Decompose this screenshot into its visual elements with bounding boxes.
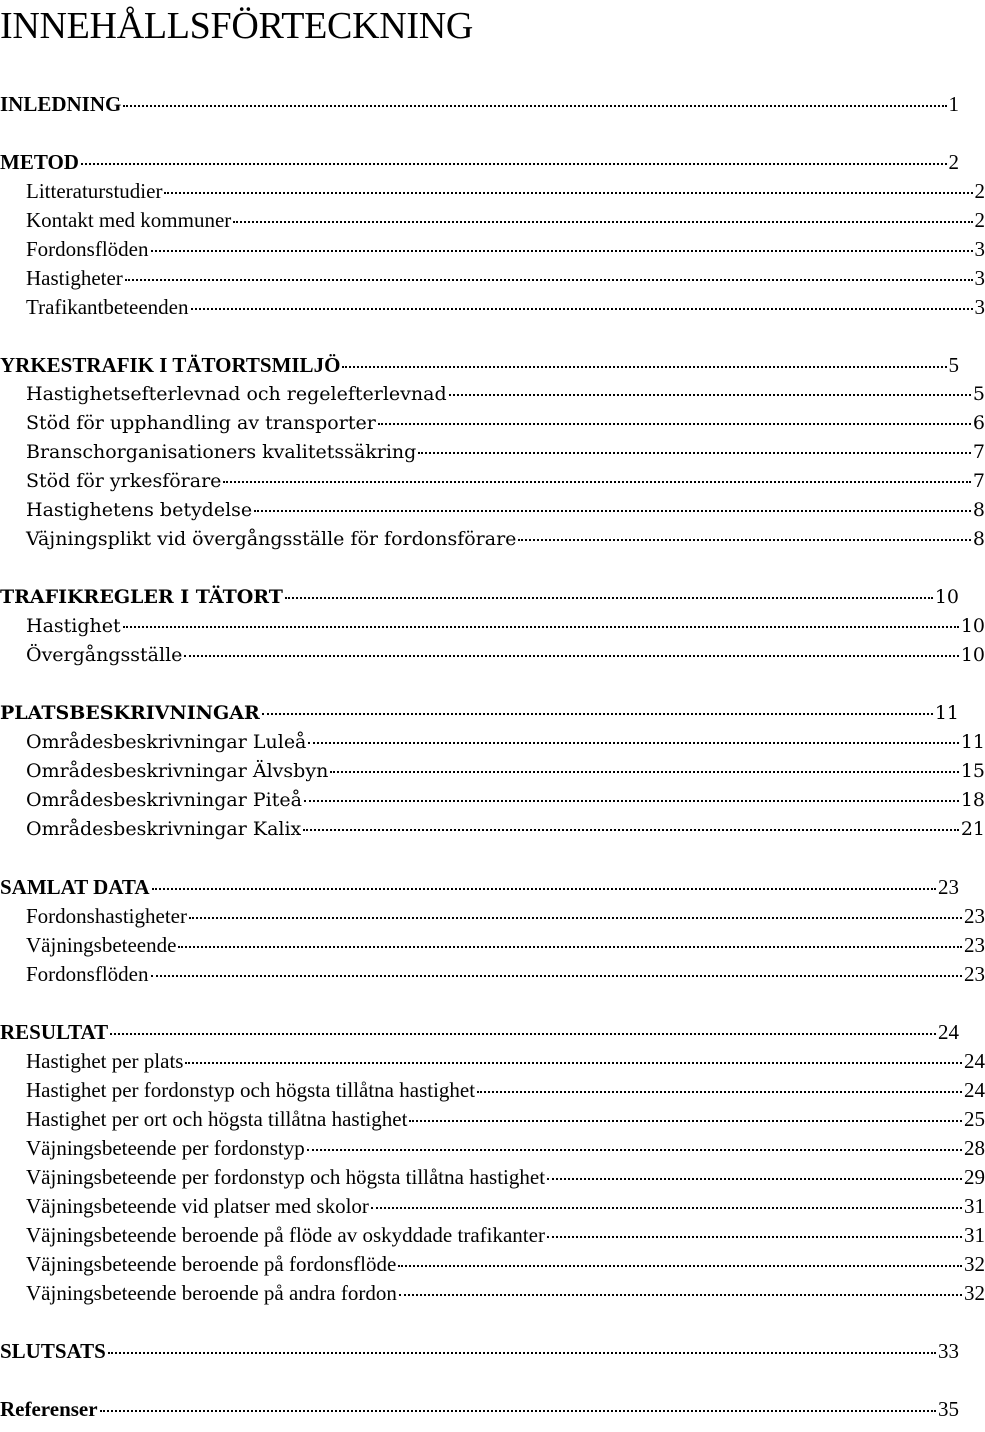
toc-dot-leader — [185, 1062, 962, 1064]
toc-dot-leader — [378, 423, 971, 425]
toc-entry[interactable] — [0, 236, 985, 262]
toc-entry[interactable] — [0, 874, 959, 900]
toc-entry-page-number: 1 — [948, 92, 959, 116]
toc-entry[interactable] — [0, 294, 985, 320]
toc-entry-label: Branschorganisationers kvalitetssäkring — [26, 441, 417, 463]
toc-dot-leader — [184, 655, 958, 657]
toc-entry[interactable] — [0, 642, 985, 668]
toc-dot-leader — [409, 1120, 962, 1122]
toc-entry[interactable] — [0, 1396, 959, 1422]
toc-dot-leader — [108, 1352, 936, 1354]
toc-entry-page-number: 21 — [960, 818, 985, 840]
toc-entry-label: SAMLAT DATA — [0, 875, 150, 899]
toc-dot-leader — [151, 250, 973, 252]
toc-entry-page-number: 24 — [964, 1078, 985, 1102]
toc-dot-leader — [151, 975, 963, 977]
toc-entry[interactable] — [0, 526, 985, 552]
toc-dot-leader — [262, 713, 933, 715]
toc-dot-leader — [308, 742, 958, 744]
toc-dot-leader — [233, 221, 972, 223]
toc-entry[interactable] — [0, 932, 985, 958]
toc-entry[interactable] — [0, 468, 985, 494]
toc-entry-page-number: 23 — [964, 962, 985, 986]
toc-entry-label: Fordonshastigheter — [26, 904, 187, 928]
toc-entry-page-number: 32 — [964, 1252, 985, 1276]
toc-dot-leader — [254, 510, 971, 512]
toc-entry[interactable] — [0, 729, 985, 755]
toc-entry-page-number: 7 — [972, 470, 985, 492]
toc-entry-page-number: 2 — [948, 150, 959, 174]
toc-entry[interactable] — [0, 91, 959, 117]
toc-entry-label: Väjningsbeteende beroende på fordonsflöde — [26, 1252, 397, 1276]
page-title: INNEHÅLLSFÖRTECKNING — [0, 5, 474, 47]
toc-dot-leader — [547, 1178, 962, 1180]
toc-entry-page-number: 3 — [974, 295, 985, 319]
toc-entry-label: Hastighet — [26, 615, 121, 637]
toc-entry-label: Hastighetsefterlevnad och regelefterlevnad — [26, 383, 447, 405]
toc-entry-page-number: 35 — [938, 1397, 959, 1421]
toc-entry-label: RESULTAT — [0, 1020, 109, 1044]
toc-entry-label: Områdesbeskrivningar Kalix — [26, 818, 302, 840]
toc-entry-page-number: 23 — [964, 904, 985, 928]
toc-dot-leader — [164, 192, 972, 194]
toc-entry-page-number: 8 — [972, 528, 985, 550]
toc-entry-page-number: 5 — [948, 353, 959, 377]
toc-entry[interactable] — [0, 381, 985, 407]
toc-entry[interactable] — [0, 584, 959, 610]
toc-entry-page-number: 31 — [964, 1194, 985, 1218]
toc-entry-label: Fordonsflöden — [26, 237, 149, 261]
toc-entry-label: Hastighetens betydelse — [26, 499, 253, 521]
toc-entry-label: Kontakt med kommuner — [26, 208, 232, 232]
toc-dot-leader — [125, 279, 973, 281]
toc-entry-page-number: 10 — [934, 586, 959, 608]
toc-entry[interactable] — [0, 265, 985, 291]
toc-entry-label: Väjningsplikt vid övergångsställe för fordonsförare — [26, 528, 517, 550]
toc-entry-label: Hastighet per fordonstyp och högsta tillåtna hastighet — [26, 1078, 476, 1102]
toc-entry-page-number: 32 — [964, 1281, 985, 1305]
toc-entry[interactable] — [0, 1193, 985, 1219]
toc-entry-label: Områdesbeskrivningar Piteå — [26, 789, 302, 811]
toc-entry-label: Hastigheter — [26, 266, 123, 290]
toc-entry[interactable] — [0, 410, 985, 436]
toc-entry[interactable] — [0, 149, 959, 175]
toc-entry-label: INLEDNING — [0, 92, 122, 116]
toc-entry-label: Väjningsbeteende — [26, 933, 177, 957]
toc-dot-leader — [307, 1149, 962, 1151]
toc-entry[interactable] — [0, 1222, 985, 1248]
toc-entry[interactable] — [0, 497, 985, 523]
toc-entry[interactable] — [0, 1338, 959, 1364]
toc-entry[interactable] — [0, 1077, 985, 1103]
toc-dot-leader — [547, 1236, 962, 1238]
toc-entry-label: Väjningsbeteende vid platser med skolor — [26, 1194, 369, 1218]
toc-dot-leader — [449, 394, 971, 396]
toc-entry[interactable] — [0, 439, 985, 465]
toc-entry[interactable] — [0, 758, 985, 784]
toc-entry-label: Väjningsbeteende beroende på andra fordon — [26, 1281, 397, 1305]
toc-entry-page-number: 5 — [972, 383, 985, 405]
toc-dot-leader — [399, 1294, 962, 1296]
toc-dot-leader — [330, 771, 959, 773]
toc-entry[interactable] — [0, 178, 985, 204]
toc-entry-page-number: 28 — [964, 1136, 985, 1160]
toc-dot-leader — [371, 1207, 962, 1209]
toc-entry-page-number: 11 — [960, 731, 985, 753]
toc-entry[interactable] — [0, 787, 985, 813]
toc-entry[interactable] — [0, 700, 959, 726]
toc-entry[interactable] — [0, 352, 959, 378]
toc-dot-leader — [110, 1033, 936, 1035]
toc-entry-label: Stöd för yrkesförare — [26, 470, 222, 492]
toc-entry-page-number: 15 — [960, 760, 985, 782]
toc-entry-page-number: 6 — [972, 412, 985, 434]
toc-entry-page-number: 2 — [974, 208, 985, 232]
toc-entry-page-number: 33 — [938, 1339, 959, 1363]
toc-entry[interactable] — [0, 1251, 985, 1277]
toc-entry[interactable] — [0, 1106, 985, 1132]
toc-entry[interactable] — [0, 1164, 985, 1190]
toc-entry[interactable] — [0, 613, 985, 639]
toc-dot-leader — [123, 105, 946, 107]
toc-entry-page-number: 18 — [960, 789, 985, 811]
toc-entry-page-number: 3 — [974, 237, 985, 261]
toc-entry-page-number: 3 — [974, 266, 985, 290]
toc-entry-page-number: 23 — [938, 875, 959, 899]
toc-entry[interactable] — [0, 961, 985, 987]
toc-entry-label: Områdesbeskrivningar Luleå — [26, 731, 307, 753]
toc-entry-label: Väjningsbeteende beroende på flöde av oskyddade trafikanter — [26, 1223, 545, 1247]
toc-dot-leader — [152, 888, 936, 890]
toc-entry[interactable] — [0, 1135, 985, 1161]
toc-entry-page-number: 29 — [964, 1165, 985, 1189]
toc-entry-page-number: 10 — [960, 615, 985, 637]
toc-entry-page-number: 8 — [972, 499, 985, 521]
toc-dot-leader — [223, 481, 970, 483]
toc-entry-label: Områdesbeskrivningar Älvsbyn — [26, 760, 329, 782]
toc-dot-leader — [191, 308, 973, 310]
toc-entry-page-number: 7 — [972, 441, 985, 463]
toc-entry-label: Övergångsställe — [26, 644, 183, 666]
toc-entry-page-number: 31 — [964, 1223, 985, 1247]
toc-entry[interactable] — [0, 1019, 959, 1045]
toc-entry-label: Hastighet per ort och högsta tillåtna hastighet — [26, 1107, 408, 1131]
toc-entry-label: Hastighet per plats — [26, 1049, 184, 1073]
toc-entry-label: Fordonsflöden — [26, 962, 149, 986]
toc-entry-page-number: 10 — [960, 644, 985, 666]
toc-entry[interactable] — [0, 816, 985, 842]
toc-dot-leader — [178, 946, 962, 948]
toc-entry-label: Trafikantbeteenden — [26, 295, 189, 319]
toc-entry-label: Stöd för upphandling av transporter — [26, 412, 376, 434]
toc-dot-leader — [304, 800, 959, 802]
toc-entry[interactable] — [0, 207, 985, 233]
toc-entry-page-number: 24 — [964, 1049, 985, 1073]
toc-dot-leader — [418, 452, 971, 454]
toc-dot-leader — [100, 1410, 936, 1412]
toc-dot-leader — [518, 539, 970, 541]
toc-entry-label: PLATSBESKRIVNINGAR — [0, 702, 260, 724]
toc-entry[interactable] — [0, 1048, 985, 1074]
toc-dot-leader — [477, 1091, 962, 1093]
toc-entry-label: TRAFIKREGLER I TÄTORT — [0, 586, 283, 608]
toc-entry-page-number: 23 — [964, 933, 985, 957]
toc-entry-label: Litteraturstudier — [26, 179, 163, 203]
toc-entry-label: METOD — [0, 150, 79, 174]
toc-entry[interactable] — [0, 1280, 985, 1306]
toc-dot-leader — [81, 163, 947, 165]
toc-entry-page-number: 25 — [964, 1107, 985, 1131]
toc-dot-leader — [189, 917, 962, 919]
toc-dot-leader — [342, 366, 946, 368]
toc-entry-page-number: 11 — [934, 702, 959, 724]
toc-dot-leader — [285, 597, 933, 599]
toc-entry-label: YRKESTRAFIK I TÄTORTSMILJÖ — [0, 353, 341, 377]
toc-dot-leader — [123, 626, 959, 628]
toc-entry-label: SLUTSATS — [0, 1339, 106, 1363]
toc-dot-leader — [303, 829, 959, 831]
toc-entry[interactable] — [0, 903, 985, 929]
toc-entry-label: Väjningsbeteende per fordonstyp — [26, 1136, 305, 1160]
toc-entry-page-number: 2 — [974, 179, 985, 203]
toc-dot-leader — [398, 1265, 962, 1267]
toc-entry-label: Väjningsbeteende per fordonstyp och högsta tillåtna hastighet — [26, 1165, 546, 1189]
toc-entry-label: Referenser — [0, 1397, 98, 1421]
toc-entry-page-number: 24 — [938, 1020, 959, 1044]
